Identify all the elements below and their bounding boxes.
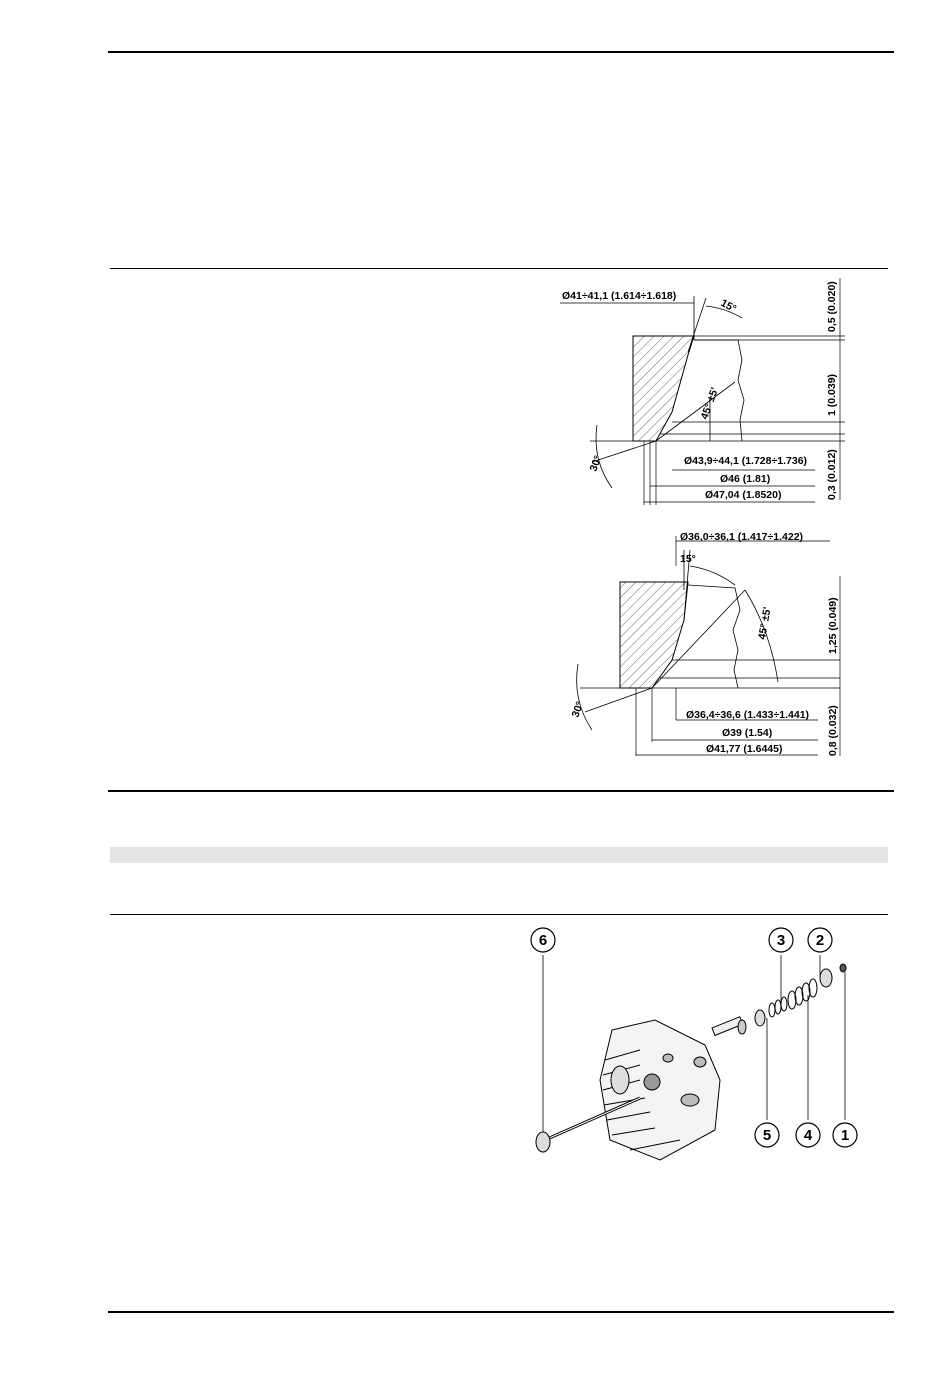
valve-cotters	[840, 964, 846, 972]
exhaust-d-seat: Ø43,9÷44,1 (1.728÷1.736)	[684, 455, 808, 467]
svg-text:5: 5	[762, 1127, 772, 1144]
valve-seal	[738, 1020, 746, 1034]
exhaust-h-seat: 1 (0.039)	[826, 373, 838, 416]
valve-spring-outer	[788, 979, 817, 1009]
intake-d-mid: Ø39 (1.54)	[722, 727, 773, 739]
exhaust-d-mid: Ø46 (1.81)	[720, 473, 771, 485]
callout-4	[796, 1123, 820, 1147]
exhaust-d-inner: Ø41÷41,1 (1.614÷1.618)	[562, 290, 677, 302]
svg-text:4: 4	[803, 1127, 813, 1144]
intake-angle-mid: 45° ±5'	[756, 606, 774, 641]
callout-6	[531, 928, 555, 952]
intake-d-seat: Ø36,4÷36,6 (1.433÷1.441)	[686, 709, 810, 721]
exhaust-h-bottom: 0,3 (0.012)	[826, 449, 838, 500]
callout-1	[833, 1123, 857, 1147]
svg-text:3: 3	[776, 932, 786, 949]
intake-d-outer: Ø41,77 (1.6445)	[706, 743, 783, 755]
intake-d-inner: Ø36,0÷36,1 (1.417÷1.422)	[680, 531, 804, 543]
intake-angle-bottom: 30°	[569, 699, 587, 720]
svg-text:1: 1	[840, 1127, 850, 1144]
callout-2	[808, 928, 832, 952]
valve-spring-inner	[769, 997, 787, 1017]
svg-text:2: 2	[815, 932, 825, 949]
intake-h-seat: 1,25 (0.049)	[827, 597, 839, 654]
exhaust-angle-top: 15°	[718, 297, 739, 316]
exhaust-angle-mid: 45° ±5'	[698, 386, 722, 422]
cylinder-head-illustration	[600, 1020, 720, 1160]
callout-5	[755, 1123, 779, 1147]
spring-retainer	[820, 969, 832, 987]
spring-seat	[755, 1010, 765, 1026]
intake-h-bottom: 0,8 (0.032)	[827, 705, 839, 756]
exhaust-h-top: 0,5 (0.020)	[826, 281, 838, 332]
svg-text:6: 6	[538, 932, 548, 949]
exhaust-d-outer: Ø47,04 (1.8520)	[705, 489, 782, 501]
exhaust-angle-bottom: 30°	[587, 453, 605, 474]
valve-head	[536, 1132, 550, 1152]
intake-angle-top: 15°	[680, 553, 696, 565]
callout-3	[769, 928, 793, 952]
